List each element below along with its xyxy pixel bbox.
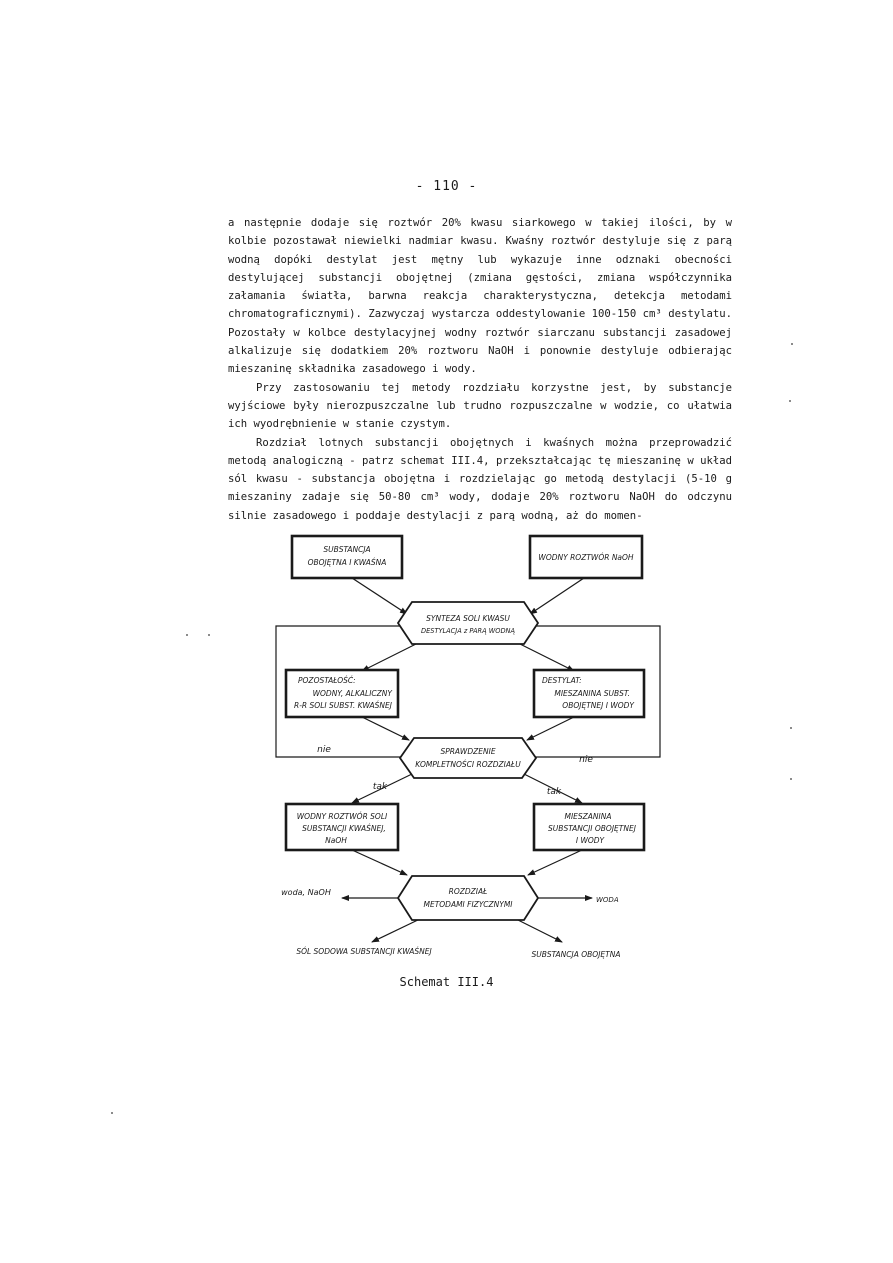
label-no-right: nie xyxy=(579,755,593,765)
svg-text:OBOJĘTNA I KWAŚNA: OBOJĘTNA I KWAŚNA xyxy=(307,558,387,567)
svg-text:MIESZANINA: MIESZANINA xyxy=(564,812,612,821)
box-distillate xyxy=(534,670,644,717)
svg-text:METODAMI FIZYCZNYMI: METODAMI FIZYCZNYMI xyxy=(423,900,513,909)
svg-text:DESTYLAT:: DESTYLAT: xyxy=(542,676,582,685)
svg-text:SPRAWDZENIE: SPRAWDZENIE xyxy=(440,747,496,756)
scan-speck xyxy=(208,634,210,636)
output-water: WODA xyxy=(596,896,619,904)
scan-speck xyxy=(111,1112,113,1114)
box-residue xyxy=(286,670,398,717)
hex-synthesis-distillation xyxy=(398,602,538,644)
svg-text:POZOSTAŁOŚĆ:: POZOSTAŁOŚĆ: xyxy=(298,676,356,685)
svg-text:SUBSTANCJA: SUBSTANCJA xyxy=(323,545,371,554)
svg-text:DESTYLACJA z PARĄ WODNĄ: DESTYLACJA z PARĄ WODNĄ xyxy=(421,627,515,635)
body-text xyxy=(228,214,732,525)
hex-completeness-check xyxy=(400,738,536,778)
svg-text:SUBSTANCJI KWAŚNEJ,: SUBSTANCJI KWAŚNEJ, xyxy=(302,824,386,833)
paragraph-1: a następnie dodaje się roztwór 20% kwasu siarkowego w takiej ilości, by w kolbie pozostawał niewielki nadmiar kwasu. Kwaśny roztwór destyluje się z parą wodną dopóki destylat jest mętny lub wykazuje inne odznaki obecności destylującej substancji obojętnej (zmiana gęstości, zmiana współczynnika załamania światła, barwna reakcja charakterystyczna, detekcja metodami chromatograficznymi). Zazwyczaj wystarcza oddestylowanie 100-150 cm³ destylatu. Pozostały w kolbce destylacyjnej wodny roztwór siarczanu substancji zasadowej alkalizuje się dodatkiem 20% roztworu NaOH i ponownie destyluje odbierając mieszaninę składnika zasadowego i wody. xyxy=(228,217,732,376)
svg-text:KOMPLETNOŚCI ROZDZIAŁU: KOMPLETNOŚCI ROZDZIAŁU xyxy=(415,760,521,769)
paragraph-2: Przy zastosowaniu tej metody rozdziału korzystne jest, by substancje wyjściowe były nierozpuszczalne lub trudno rozpuszczalne w wodzie, co ułatwia ich wyodrębnienie w stanie czystym. xyxy=(228,381,732,431)
scan-speck xyxy=(186,634,188,636)
hex-physical-separation xyxy=(398,876,538,920)
label-yes-right: tak xyxy=(546,787,562,797)
scan-speck xyxy=(791,343,793,345)
svg-text:ROZDZIAŁ: ROZDZIAŁ xyxy=(448,887,488,896)
svg-text:WODNY ROZTWÓR SOLI: WODNY ROZTWÓR SOLI xyxy=(296,812,388,821)
label-no-left: nie xyxy=(317,745,331,755)
box-neutral-mixture xyxy=(534,804,644,850)
product-neutral-substance: SUBSTANCJA OBOJĘTNA xyxy=(531,950,621,959)
svg-text:R-R SOLI SUBST. KWAŚNEJ: R-R SOLI SUBST. KWAŚNEJ xyxy=(294,701,392,710)
svg-text:I WODY: I WODY xyxy=(575,836,605,845)
svg-text:WODNY, ALKALICZNY: WODNY, ALKALICZNY xyxy=(312,689,392,698)
paragraph-3: Rozdział lotnych substancji obojętnych i kwaśnych można przeprowadzić metodą analogiczną - patrz schemat III.4, przekształcając tę mieszaninę w układ sól kwasu - substancja obojętna i rozdzielając go metodą destylacji (5-10 g mieszaniny zadaje się 50-80 cm³ wody, dodaje 20% roztworu NaOH do odczynu silnie zasadowego i poddaje destylacji z parą wodną, aż do momen- xyxy=(228,436,732,522)
scan-speck xyxy=(789,400,791,402)
flow-diagram xyxy=(262,530,682,970)
svg-text:NaOH: NaOH xyxy=(325,836,347,845)
diagram-caption: Schemat III.4 xyxy=(399,975,494,989)
box-input-left xyxy=(292,536,402,578)
scan-speck xyxy=(790,778,792,780)
svg-text:SUBSTANCJI OBOJĘTNEJ: SUBSTANCJI OBOJĘTNEJ xyxy=(548,824,636,833)
svg-text:MIESZANINA SUBST.: MIESZANINA SUBST. xyxy=(554,689,630,698)
product-sodium-salt: SÓL SODOWA SUBSTANCJI KWAŚNEJ xyxy=(296,947,432,956)
output-water-naoh: woda, NaOH xyxy=(281,888,331,897)
svg-text:OBOJĘTNEJ I WODY: OBOJĘTNEJ I WODY xyxy=(562,701,634,710)
box-salt-solution xyxy=(286,804,398,850)
svg-text:SYNTEZA SOLI KWASU: SYNTEZA SOLI KWASU xyxy=(426,614,510,623)
svg-text:WODNY ROZTWÓR NaOH: WODNY ROZTWÓR NaOH xyxy=(538,553,634,562)
page-number: - 110 - xyxy=(415,179,478,194)
label-yes-left: tak xyxy=(372,782,388,792)
scan-speck xyxy=(790,727,792,729)
box-input-right xyxy=(530,536,642,578)
